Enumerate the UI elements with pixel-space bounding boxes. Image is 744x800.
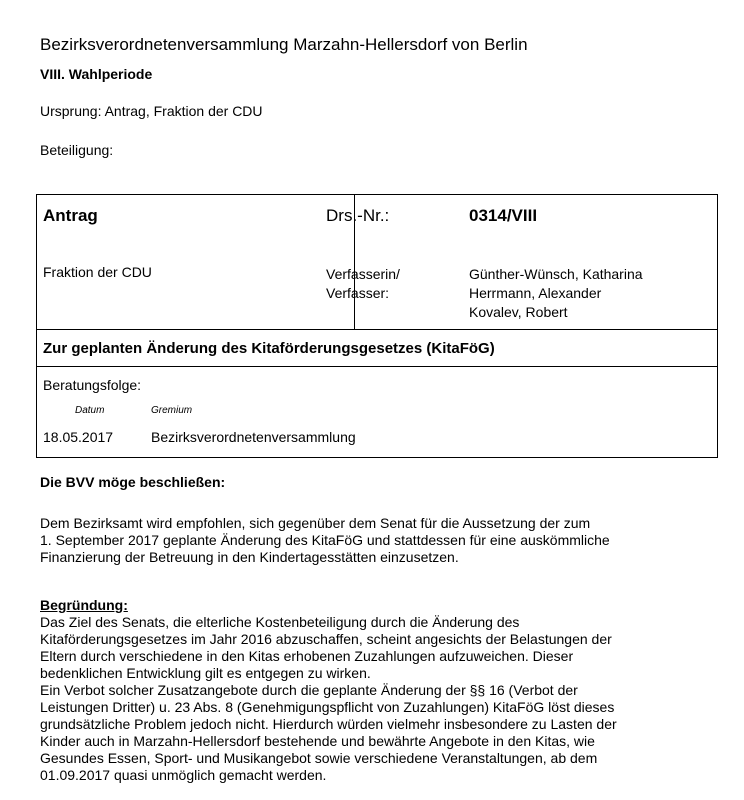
text-line: Finanzierung der Betreuung in den Kindertagesstätten einzusetzen. <box>40 549 459 565</box>
resolution-text <box>40 515 720 566</box>
author-name: Herrmann, Alexander <box>469 285 602 301</box>
text-line: bedenklichen Entwicklung gilt es entgegen zu wirken. <box>40 665 371 681</box>
text-line: 1. September 2017 geplante Änderung des KitaFöG und stattdessen für eine auskömmliche <box>40 532 610 548</box>
drs-number: 0314/VIII <box>469 206 538 225</box>
subject-box <box>36 329 718 367</box>
parliament-title: Bezirksverordnetenversammlung Marzahn-Hellersdorf von Berlin <box>40 35 528 54</box>
doc-type: Antrag <box>43 206 98 225</box>
participation-line: Beteiligung: <box>40 142 114 158</box>
consultation-body: Bezirksverordnetenversammlung <box>151 429 356 445</box>
column-header-body: Gremium <box>151 405 193 416</box>
consultation-label: Beratungsfolge: <box>43 377 142 393</box>
column-header-date: Datum <box>75 405 105 416</box>
text-line: 01.09.2017 quasi unmöglich gemacht werden. <box>40 767 327 783</box>
faction: Fraktion der CDU <box>43 264 152 280</box>
text-line: Leistungen Dritter) u. 23 Abs. 8 (Genehmigungspflicht von Zuzahlungen) KitaFöG löst dieses <box>40 699 615 715</box>
text-line: Ein Verbot solcher Zusatzangebote durch die geplante Änderung der §§ 16 (Verbot der <box>40 682 578 698</box>
author-name: Günther-Wünsch, Katharina <box>469 266 643 282</box>
justification-heading: Begründung: <box>40 597 128 613</box>
origin-line: Ursprung: Antrag, Fraktion der CDU <box>40 103 263 119</box>
text-line: Eltern durch verschiedene in den Kitas erhobenen Zuzahlungen aufzuweichen. Dieser <box>40 648 574 664</box>
author-label-line-2: Verfasser: <box>326 285 390 301</box>
election-period: VIII. Wahlperiode <box>40 66 153 82</box>
consultation-date: 18.05.2017 <box>43 429 114 445</box>
text-line: Kinder auch in Marzahn-Hellersdorf bestehende und bewährte Angebote in den Kitas, wie <box>40 733 595 749</box>
subject-title: Zur geplanten Änderung des Kitaförderungsgesetzes (KitaFöG) <box>43 340 495 357</box>
author-label-line-1: Verfasserin/ <box>326 266 400 282</box>
resolution-heading: Die BVV möge beschließen: <box>40 474 226 490</box>
text-line: Kitaförderungsgesetzes im Jahr 2016 abzuschaffen, scheint angesichts der Belastungen der <box>40 631 612 647</box>
author-label <box>326 265 400 303</box>
text-line: Das Ziel des Senats, die elterliche Kostenbeteiligung durch die Änderung des <box>40 614 520 630</box>
author-name: Kovalev, Robert <box>469 304 568 320</box>
document-info-box <box>36 194 718 330</box>
consultation-box <box>36 366 718 458</box>
justification-text <box>40 614 720 784</box>
text-line: grundsätzliche Problem jedoch nicht. Hierdurch würden vielmehr insbesondere zu Lasten der <box>40 716 617 732</box>
drs-label: Drs.-Nr.: <box>326 206 390 225</box>
text-line: Gesundes Essen, Sport- und Musikangebot sowie verschiedene Veranstaltungen, ab dem <box>40 750 598 766</box>
text-line: Dem Bezirksamt wird empfohlen, sich gegenüber dem Senat für die Aussetzung der zum <box>40 515 591 531</box>
author-list <box>469 265 643 322</box>
